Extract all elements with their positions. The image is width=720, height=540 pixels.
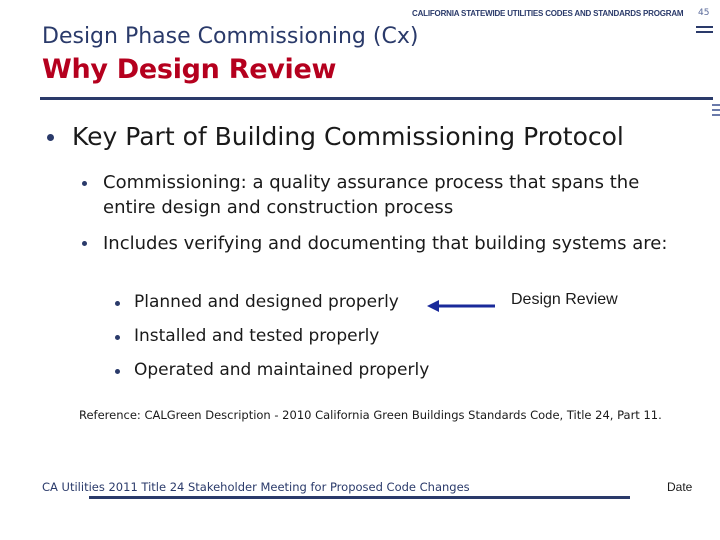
sub-bullet-text: Includes verifying and documenting that building systems are: — [103, 233, 668, 254]
sub-bullet-text: Commissioning: a quality assurance process that spans the entire design and construction process — [103, 172, 640, 218]
side-decoration-icon — [712, 104, 720, 119]
reference-note: Reference: CALGreen Description - 2010 California Green Buildings Standards Code, Title 24, Part 11. — [79, 408, 662, 422]
slide-title: Why Design Review — [42, 54, 337, 85]
bullet-icon — [115, 369, 120, 374]
bullet-icon — [82, 241, 87, 246]
footer-divider — [89, 496, 630, 499]
bullet-icon — [47, 134, 54, 141]
left-arrow-icon — [425, 296, 497, 316]
footer-date: Date — [667, 480, 693, 494]
design-review-callout: Design Review — [511, 291, 618, 308]
main-bullet-text: Key Part of Building Commissioning Protocol — [72, 122, 624, 151]
sub-sub-bullet-text: Installed and tested properly — [134, 326, 380, 346]
menu-lines-icon — [696, 26, 713, 36]
bullet-icon — [115, 335, 120, 340]
sub-sub-bullet-text: Operated and maintained properly — [134, 360, 430, 380]
bullet-icon — [115, 301, 120, 306]
footer-meeting-name: CA Utilities 2011 Title 24 Stakeholder Meeting for Proposed Code Changes — [42, 480, 470, 494]
title-divider — [40, 97, 713, 100]
sub-sub-bullet-text: Planned and designed properly — [134, 292, 399, 312]
slide-number: 45 — [698, 8, 710, 18]
bullet-icon — [82, 181, 87, 186]
slide-subtitle: Design Phase Commissioning (Cx) — [42, 24, 419, 49]
program-name: CALIFORNIA STATEWIDE UTILITIES CODES AND STANDARDS PROGRAM — [412, 9, 684, 18]
